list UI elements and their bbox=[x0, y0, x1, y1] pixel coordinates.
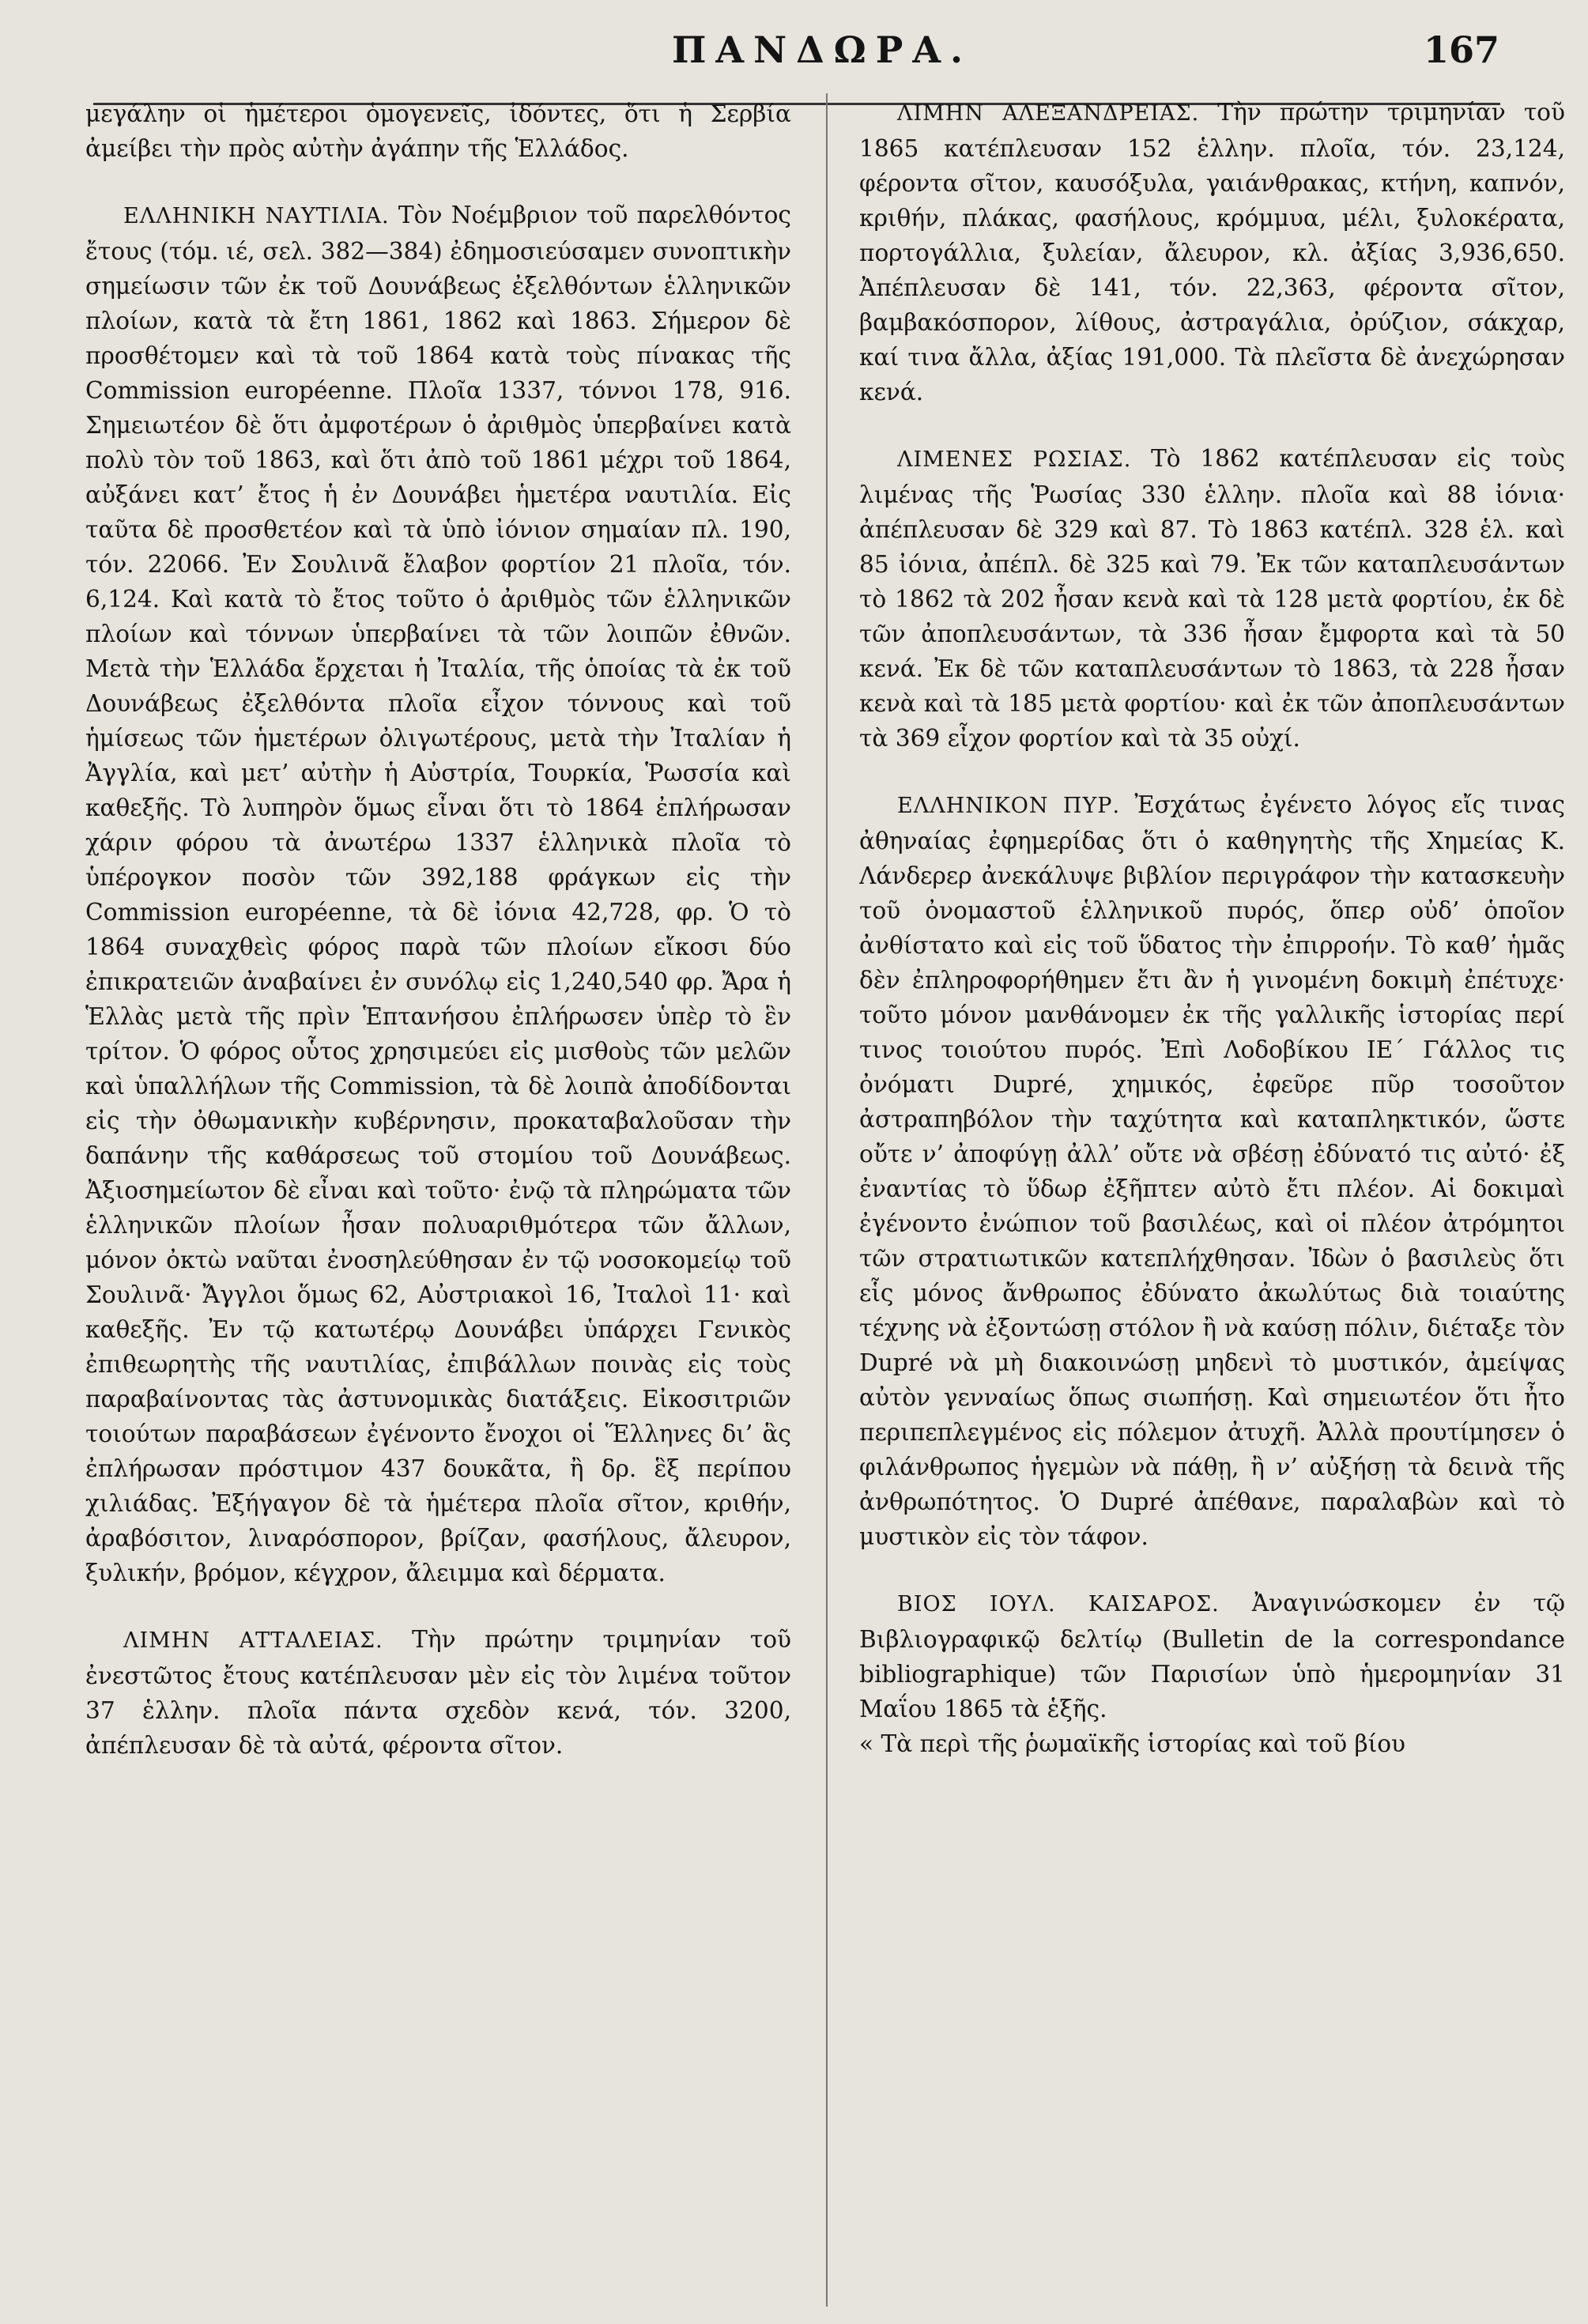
section-text: Ἐσχάτως ἐγένετο λόγος εἴς τινας ἀθηναίας ἐφημερίδας ὅτι ὁ καθηγητὴς τῆς Χημείας Κ. Λάνδερερ ἀνεκάλυψε βιβλίον περιγράφον τὴν κατασκευὴν τοῦ ὀνομαστοῦ ἑλληνικοῦ πυρός, ὅπερ οὐδ’ ὁποῖον ἀνθίστατο καὶ εἰς τοῦ ὕδατος τὴν ἐπιρροήν. Τὸ καθ’ ἡμᾶς δὲν ἐπληροφορήθημεν ἔτι ἂν ἡ γινομένη δοκιμὴ ἐπέτυχε· τοῦτο μόνον μανθάνομεν ἐκ τῆς γαλλικῆς ἱστορίας περί τινος τοιούτου πυρός. Ἐπὶ Λοδοβίκου ΙΕ΄ Γάλλος τις ὀνόματι Dupré, χημικός, ἐφεῦρε πῦρ τοσοῦτον ἀστραπηβόλον τὴν ταχύτητα καὶ καταπληκτικόν, ὥστε οὔτε ν’ ἀποφύγῃ ἀλλ’ οὔτε νὰ σβέσῃ ἐδύνατό τις αὐτό· ἐξ ἐναντίας τὸ ὕδωρ ἐξῆπτεν αὐτὸ ἔτι πλέον. Αἱ δοκιμαὶ ἐγένοντο ἐνώπιον τοῦ βασιλέως, καὶ οἱ πλέον ἀτρόμητοι τῶν στρατιωτικῶν κατεπλήχθησαν. Ἰδὼν ὁ βασιλεὺς ὅτι εἷς μόνος ἄνθρωπος ἐδύνατο ἀκωλύτως διὰ τοιαύτης τέχνης νὰ ἐξοντώσῃ στόλον ἢ νὰ καύσῃ πόλιν, διέταξε τὸν Dupré νὰ μὴ διακοινώσῃ μηδενὶ τὸ μυστικόν, ἀμείψας αὐτὸν γενναίως ὅπως σιωπήσῃ. Καὶ σημειωτέον ὅτι ἦτο περιπεπλεγμένος εἰς πόλεμον ἀτυχῆ. Ἀλλὰ προυτίμησεν ὁ φιλάνθρωπος ἡγεμὼν νὰ πάθῃ, ἢ ν’ αὐξήσῃ τὰ δεινὰ τῆς ἀνθρωπότητος. Ὁ Dupré ἀπέθανε, παραλαβὼν καὶ τὸ μυστικὸν εἰς τὸν τάφον. bbox=[859, 791, 1565, 1550]
intro-paragraph: μεγάλην οἱ ἡμέτεροι ὁμογενεῖς, ἰδόντες, ὅτι ἡ Σερβία ἀμείβει τὴν πρὸς αὐτὴν ἀγάπην τῆς Ἑλλάδος. bbox=[85, 100, 791, 162]
section-text: Ἀναγινώσκομεν ἐν τῷ Βιβλιογραφικῷ δελτίῳ (Bulletin de la correspondance bibliographique) τῶν Παρισίων ὑπὸ ἡμερομηνίαν 31 Μαΐου 1865 τὰ ἑξῆς. bbox=[859, 1590, 1565, 1722]
right-column bbox=[859, 95, 1565, 2300]
section-heading: ΕΛΛΗΝΙΚΟΝ ΠΥΡ. bbox=[897, 794, 1121, 818]
section-greek-shipping bbox=[85, 198, 791, 1590]
section-text: Τὸν Νοέμβριον τοῦ παρελθόντος ἔτους (τόμ. ιέ, σελ. 382—384) ἐδημοσιεύσαμεν συνοπτικὴν σημείωσιν τῶν ἐκ τοῦ Δουνάβεως ἐξελθόντων ἑλληνικῶν πλοίων, κατὰ τὰ ἔτη 1861, 1862 καὶ 1863. Σήμερον δὲ προσθέτομεν καὶ τὰ τοῦ 1864 κατὰ τοὺς πίνακας τῆς Commission européenne. Πλοῖα 1337, τόννοι 178, 916. Σημειωτέον δὲ ὅτι ἀμφοτέρων ὁ ἀριθμὸς ὑπερβαίνει κατὰ πολὺ τὸν τοῦ 1863, καὶ ὅτι ἀπὸ τοῦ 1861 μέχρι τοῦ 1864, αὐξάνει κατ’ ἔτος ἡ ἐν Δουνάβει ἡμετέρα ναυτιλία. Εἰς ταῦτα δὲ προσθετέον καὶ τὰ ὑπὸ ἰόνιον σημαίαν πλ. 190, τόν. 22066. Ἐν Σουλινᾶ ἔλαβον φορτίον 21 πλοῖα, τόν. 6,124. Καὶ κατὰ τὸ ἔτος τοῦτο ὁ ἀριθμὸς τῶν ἑλληνικῶν πλοίων καὶ τόννων ὑπερβαίνει τὰ τῶν λοιπῶν ἐθνῶν. Μετὰ τὴν Ἑλλάδα ἔρχεται ἡ Ἰταλία, τῆς ὁποίας τὰ ἐκ τοῦ Δουνάβεως ἐξελθόντα πλοῖα εἶχον τόννους καὶ τοῦ ἡμίσεως τῶν ἡμετέρων ὀλιγωτέρους, μετὰ τὴν Ἰταλίαν ἡ Ἀγγλία, καὶ μετ’ αὐτὴν ἡ Αὐστρία, Τουρκία, Ῥωσσία καὶ καθεξῆς. Τὸ λυπηρὸν ὅμως εἶναι ὅτι τὸ 1864 ἐπλήρωσαν χάριν φόρου τὰ ἀνωτέρω 1337 ἑλληνικὰ πλοῖα τὸ ὑπέρογκον ποσὸν τῶν 392,188 φράγκων εἰς τὴν Commission européenne, τὰ δὲ ἰόνια 42,728, φρ. Ὁ τὸ 1864 συναχθεὶς φόρος παρὰ τῶν πλοίων εἴκοσι δύο ἐπικρατειῶν ἀναβαίνει ἐν συνόλῳ εἰς 1,240,540 φρ. Ἄρα ἡ Ἑλλὰς μετὰ τῆς πρὶν Ἑπτανήσου ἐπλήρωσεν ὑπὲρ τὸ ἓν τρίτον. Ὁ φόρος οὗτος χρησιμεύει εἰς μισθοὺς τῶν μελῶν καὶ ὑπαλλήλων τῆς Commission, τὰ δὲ λοιπὰ ἀποδίδονται εἰς τὴν ὀθωμανικὴν κυβέρνησιν, προκαταβαλοῦσαν τὴν δαπάνην τῆς καθάρσεως τοῦ στομίου τοῦ Δουνάβεως. Ἀξιοσημείωτον δὲ εἶναι καὶ τοῦτο· ἐνῷ τὰ πληρώματα τῶν ἑλληνικῶν πλοίων ἦσαν πολυαριθμότερα τῶν ἄλλων, μόνον ὀκτὼ ναῦται ἐνοσηλεύθησαν ἐν τῷ νοσοκομείῳ τοῦ Σουλινᾶ· Ἄγγλοι ὅμως 62, Αὐστριακοὶ 16, Ἰταλοὶ 11· καὶ καθεξῆς. Ἐν τῷ κατωτέρῳ Δουνάβει ὑπάρχει Γενικὸς ἐπιθεωρητὴς τῆς ναυτιλίας, ἐπιβάλλων ποινὰς εἰς τοὺς παραβαίνοντας τὰς ἀστυνομικὰς διατάξεις. Εἰκοσιτριῶν τοιούτων παραβάσεων ἐγένοντο ἔνοχοι οἱ Ἕλληνες δι’ ἃς ἐπλήρωσαν πρόστιμον 437 δουκᾶτα, ἢ δρ. ἓξ περίπου χιλιάδας. Ἐξήγαγον δὲ τὰ ἡμέτερα πλοῖα σῖτον, κριθήν, ἀραβόσιτον, λιναρόσπορον, βρίζαν, φασήλους, ἄλευρον, ξυλικήν, βρόμον, κέγχρον, ἄλειμμα καὶ δέρματα. bbox=[85, 202, 791, 1586]
section-heading: ΛΙΜΕΝΕΣ ΡΩΣΙΑΣ. bbox=[897, 447, 1132, 472]
column-divider bbox=[826, 93, 828, 2307]
section-port-attaleia bbox=[85, 1622, 791, 1763]
section-heading: ΛΙΜΗΝ ΑΛΕΞΑΝΔΡΕΙΑΣ. bbox=[897, 101, 1200, 126]
left-column bbox=[85, 96, 791, 2302]
section-heading: ΛΙΜΗΝ ΑΤΤΑΛΕΙΑΣ. bbox=[123, 1628, 383, 1653]
section-heading: ΒΙΟΣ ΙΟΥΛ. ΚΑΙΣΑΡΟΣ. bbox=[897, 1592, 1220, 1617]
section-ports-russia bbox=[859, 441, 1565, 756]
page-header bbox=[0, 28, 1588, 84]
section-life-caesar bbox=[859, 1586, 1565, 1726]
section-text: Τὴν πρώτην τριμηνίαν τοῦ 1865 κατέπλευσαν 152 ἑλλην. πλοῖα, τόν. 23,124, φέροντα σῖτον, καυσόξυλα, γαιάνθρακας, κτήνη, καπνόν, κριθήν, πλάκας, φασήλους, κρόμμυα, μέλι, ξυλοκέρατα, πορτογάλλια, ξυλείαν, ἄλευρον, κλ. ἀξίας 3,936,650. Ἀπέπλευσαν δὲ 141, τόν. 22,363, φέροντα σῖτον, βαμβακόσπορον, λίθους, ἀστραγάλια, ὀρύζιον, σάκχαρ, καί τινα ἄλλα, ἀξίας 191,000. Τὰ πλεῖστα δὲ ἀνεχώρησαν κενά. bbox=[859, 99, 1565, 406]
page-number: 167 bbox=[1423, 28, 1499, 71]
section-port-alexandria bbox=[859, 95, 1565, 409]
section-text: Τὴν πρώτην τριμηνίαν τοῦ ἐνεστῶτος ἔτους κατέπλευσαν μὲν εἰς τὸν λιμένα τοῦτον 37 ἑλλην. πλοῖα πάντα σχεδὸν κενά, τόν. 3200, ἀπέπλευσαν δὲ τὰ αὐτά, φέροντα σῖτον. bbox=[85, 1626, 791, 1759]
section-greek-fire bbox=[859, 787, 1565, 1554]
section-text: Τὸ 1862 κατέπλευσαν εἰς τοὺς λιμένας τῆς Ῥωσίας 330 ἑλλην. πλοῖα καὶ 88 ἰόνια· ἀπέπλευσαν δὲ 329 καὶ 87. Τὸ 1863 κατέπλ. 328 ἑλ. καὶ 85 ἰόνια, ἀπέπλ. δὲ 325 καὶ 79. Ἐκ τῶν καταπλευσάντων τὸ 1862 τὰ 202 ἦσαν κενὰ καὶ τὰ 128 μετὰ φορτίου, ἐκ δὲ τῶν ἀποπλευσάντων, τὰ 336 ἦσαν ἔμφορτα καὶ τὰ 50 κενά. Ἐκ δὲ τῶν καταπλευσάντων τὸ 1863, τὰ 228 ἦσαν κενὰ καὶ τὰ 185 μετὰ φορτίου· καὶ ἐκ τῶν ἀποπλευσάντων τὰ 369 εἶχον φορτίον καὶ τὰ 35 οὐχί. bbox=[859, 445, 1565, 752]
quote-start: « Τὰ περὶ τῆς ῥωμαϊκῆς ἱστορίας καὶ τοῦ βίου bbox=[859, 1730, 1406, 1757]
section-heading: ΕΛΛΗΝΙΚΗ ΝΑΥΤΙΛΙΑ. bbox=[123, 204, 390, 228]
journal-title: ΠΑΝΔΩΡΑ. bbox=[671, 28, 973, 71]
